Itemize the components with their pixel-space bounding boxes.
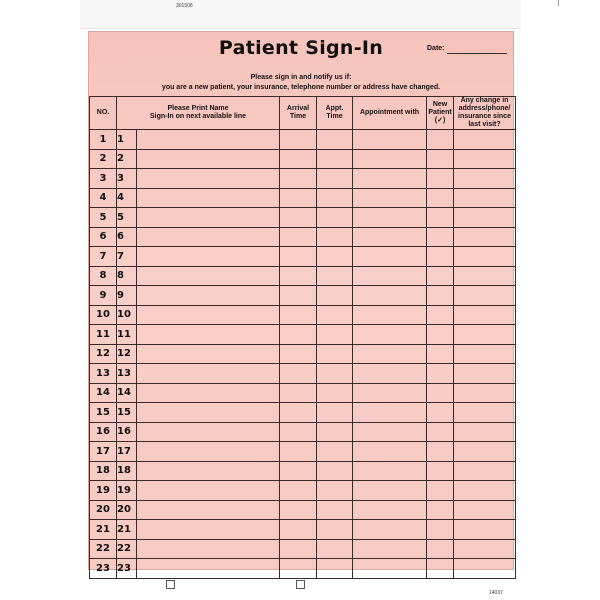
row-number: 22: [90, 539, 117, 559]
header-print-name: Please Print Name Sign-In on next available line: [117, 97, 280, 130]
notice-line-1: Please sign in and notify us if:: [250, 74, 352, 81]
header-arrival-time: Arrival Time: [280, 97, 317, 130]
appt-time-field[interactable]: [317, 422, 353, 442]
date-label: Date:: [427, 45, 445, 52]
row-number: 6: [90, 227, 117, 247]
arrival-time-field[interactable]: [280, 403, 317, 423]
appointment-with-field[interactable]: [353, 383, 427, 403]
appt-time-field[interactable]: [317, 149, 353, 169]
appointment-with-field[interactable]: [353, 169, 427, 189]
new-patient-check[interactable]: [427, 247, 454, 267]
appointment-with-field[interactable]: [353, 208, 427, 228]
footer-code: 14037: [489, 590, 503, 596]
name-field[interactable]: [137, 539, 280, 559]
appointment-with-field[interactable]: [353, 539, 427, 559]
row-number: 5: [90, 208, 117, 228]
arrival-time-field[interactable]: [280, 149, 317, 169]
row-line-number: 18: [117, 461, 137, 481]
appointment-with-field[interactable]: [353, 247, 427, 267]
appointment-with-field[interactable]: [353, 149, 427, 169]
table-row: [90, 169, 516, 189]
appointment-with-field[interactable]: [353, 403, 427, 423]
header-new-patient: New Patient (✓): [427, 97, 454, 130]
name-field[interactable]: [137, 208, 280, 228]
any-change-field[interactable]: [454, 169, 516, 189]
name-field[interactable]: [137, 130, 280, 150]
table-row: [90, 286, 516, 306]
notice: [89, 73, 513, 93]
any-change-field[interactable]: [454, 344, 516, 364]
new-patient-check[interactable]: [427, 286, 454, 306]
date-field-line[interactable]: [447, 53, 507, 54]
appointment-with-field[interactable]: [353, 461, 427, 481]
row-number: 16: [90, 422, 117, 442]
row-line-number: 13: [117, 364, 137, 384]
row-line-number: 15: [117, 403, 137, 423]
any-change-field[interactable]: [454, 422, 516, 442]
arrival-time-field[interactable]: [280, 383, 317, 403]
top-strip: [80, 0, 521, 29]
appt-time-field[interactable]: [317, 500, 353, 520]
table-row: [90, 442, 516, 462]
page-title: Patient Sign-In: [218, 37, 384, 59]
appt-time-field[interactable]: [317, 403, 353, 423]
any-change-field[interactable]: [454, 227, 516, 247]
row-line-number: 12: [117, 344, 137, 364]
row-number: 20: [90, 500, 117, 520]
row-line-number: 11: [117, 325, 137, 345]
row-number: 19: [90, 481, 117, 501]
row-line-number: 16: [117, 422, 137, 442]
appointment-with-field[interactable]: [353, 227, 427, 247]
arrival-time-field[interactable]: [280, 422, 317, 442]
appt-time-field[interactable]: [317, 364, 353, 384]
row-number: 10: [90, 305, 117, 325]
appt-time-field[interactable]: [317, 520, 353, 540]
appt-time-field[interactable]: [317, 247, 353, 267]
appt-time-field[interactable]: [317, 266, 353, 286]
new-patient-check[interactable]: [427, 208, 454, 228]
arrival-time-field[interactable]: [280, 325, 317, 345]
arrival-time-field[interactable]: [280, 266, 317, 286]
appointment-with-field[interactable]: [353, 188, 427, 208]
appointment-with-field[interactable]: [353, 286, 427, 306]
appointment-with-field[interactable]: [353, 364, 427, 384]
table-row: [90, 520, 516, 540]
arrival-time-field[interactable]: [280, 481, 317, 501]
table-row: [90, 500, 516, 520]
appt-time-field[interactable]: [317, 461, 353, 481]
new-patient-check[interactable]: [427, 539, 454, 559]
appointment-with-field[interactable]: [353, 559, 427, 579]
appointment-with-field[interactable]: [353, 130, 427, 150]
sign-in-table: [89, 96, 516, 579]
row-number: 12: [90, 344, 117, 364]
table-row: [90, 130, 516, 150]
table-row: [90, 208, 516, 228]
any-change-field[interactable]: [454, 539, 516, 559]
sign-in-sheet: [88, 31, 514, 574]
name-field[interactable]: [137, 305, 280, 325]
name-field[interactable]: [137, 266, 280, 286]
arrival-time-field[interactable]: [280, 461, 317, 481]
arrival-time-field[interactable]: [280, 227, 317, 247]
appointment-with-field[interactable]: [353, 442, 427, 462]
table-row: [90, 422, 516, 442]
table-row: [90, 461, 516, 481]
name-field[interactable]: [137, 422, 280, 442]
row-number: 8: [90, 266, 117, 286]
row-line-number: 8: [117, 266, 137, 286]
appt-time-field[interactable]: [317, 227, 353, 247]
appt-time-field[interactable]: [317, 383, 353, 403]
name-field[interactable]: [137, 247, 280, 267]
table-row: [90, 325, 516, 345]
row-line-number: 19: [117, 481, 137, 501]
row-line-number: 20: [117, 500, 137, 520]
table-row: [90, 188, 516, 208]
arrival-time-field[interactable]: [280, 344, 317, 364]
name-field[interactable]: [137, 364, 280, 384]
new-patient-check[interactable]: [427, 520, 454, 540]
any-change-field[interactable]: [454, 149, 516, 169]
header-any-change: Any change in address/phone/ insurance since last visit?: [454, 97, 516, 130]
row-line-number: 14: [117, 383, 137, 403]
appt-time-field[interactable]: [317, 325, 353, 345]
table-row: [90, 247, 516, 267]
appt-time-field[interactable]: [317, 344, 353, 364]
arrival-time-field[interactable]: [280, 208, 317, 228]
new-patient-check[interactable]: [427, 500, 454, 520]
row-number: 18: [90, 461, 117, 481]
name-field[interactable]: [137, 442, 280, 462]
any-change-field[interactable]: [454, 383, 516, 403]
name-field[interactable]: [137, 344, 280, 364]
arrival-time-field[interactable]: [280, 500, 317, 520]
any-change-field[interactable]: [454, 481, 516, 501]
header-appointment-with: Appointment with: [353, 97, 427, 130]
appointment-with-field[interactable]: [353, 344, 427, 364]
new-patient-check[interactable]: [427, 130, 454, 150]
arrival-time-field[interactable]: [280, 520, 317, 540]
new-patient-check[interactable]: [427, 422, 454, 442]
table-row: [90, 266, 516, 286]
row-line-number: 2: [117, 149, 137, 169]
any-change-field[interactable]: [454, 188, 516, 208]
any-change-field[interactable]: [454, 364, 516, 384]
appt-time-field[interactable]: [317, 169, 353, 189]
any-change-field[interactable]: [454, 559, 516, 579]
any-change-field[interactable]: [454, 130, 516, 150]
any-change-field[interactable]: [454, 461, 516, 481]
row-line-number: 23: [117, 559, 137, 579]
row-number: 7: [90, 247, 117, 267]
new-patient-check[interactable]: [427, 442, 454, 462]
row-line-number: 4: [117, 188, 137, 208]
appointment-with-field[interactable]: [353, 422, 427, 442]
appt-time-field[interactable]: [317, 286, 353, 306]
any-change-field[interactable]: [454, 286, 516, 306]
arrival-time-field[interactable]: [280, 305, 317, 325]
new-patient-check[interactable]: [427, 169, 454, 189]
arrival-time-field[interactable]: [280, 169, 317, 189]
table-row: [90, 344, 516, 364]
name-field[interactable]: [137, 149, 280, 169]
header-row: [90, 97, 516, 130]
new-patient-check[interactable]: [427, 188, 454, 208]
new-patient-check[interactable]: [427, 266, 454, 286]
appointment-with-field[interactable]: [353, 500, 427, 520]
appt-time-field[interactable]: [317, 188, 353, 208]
any-change-field[interactable]: [454, 520, 516, 540]
any-change-field[interactable]: [454, 208, 516, 228]
name-field[interactable]: [137, 500, 280, 520]
any-change-field[interactable]: [454, 247, 516, 267]
arrival-time-field[interactable]: [280, 247, 317, 267]
arrival-time-field[interactable]: [280, 364, 317, 384]
arrival-time-field[interactable]: [280, 539, 317, 559]
any-change-field[interactable]: [454, 305, 516, 325]
name-field[interactable]: [137, 403, 280, 423]
row-number: 11: [90, 325, 117, 345]
new-patient-check[interactable]: [427, 403, 454, 423]
table-row: [90, 403, 516, 423]
table-row: [90, 383, 516, 403]
name-field[interactable]: [137, 461, 280, 481]
appt-time-field[interactable]: [317, 481, 353, 501]
row-number: 15: [90, 403, 117, 423]
appt-time-field[interactable]: [317, 208, 353, 228]
appt-time-field[interactable]: [317, 130, 353, 150]
appointment-with-field[interactable]: [353, 325, 427, 345]
header-no: NO.: [90, 97, 117, 130]
new-patient-check[interactable]: [427, 305, 454, 325]
arrival-time-field[interactable]: [280, 188, 317, 208]
form-code: 301508: [176, 3, 193, 9]
arrival-time-field[interactable]: [280, 130, 317, 150]
any-change-field[interactable]: [454, 403, 516, 423]
new-patient-check[interactable]: [427, 461, 454, 481]
row-line-number: 7: [117, 247, 137, 267]
row-number: 13: [90, 364, 117, 384]
row-line-number: 17: [117, 442, 137, 462]
name-field[interactable]: [137, 383, 280, 403]
appointment-with-field[interactable]: [353, 305, 427, 325]
new-patient-check[interactable]: [427, 149, 454, 169]
name-field[interactable]: [137, 559, 280, 579]
new-patient-check[interactable]: [427, 383, 454, 403]
name-field[interactable]: [137, 325, 280, 345]
table-body: [90, 130, 516, 579]
any-change-field[interactable]: [454, 500, 516, 520]
row-number: 14: [90, 383, 117, 403]
row-number: 23: [90, 559, 117, 579]
new-patient-check[interactable]: [427, 227, 454, 247]
appt-time-field[interactable]: [317, 559, 353, 579]
arrival-time-field[interactable]: [280, 286, 317, 306]
any-change-field[interactable]: [454, 266, 516, 286]
table-row: [90, 364, 516, 384]
table-row: [90, 149, 516, 169]
name-field[interactable]: [137, 188, 280, 208]
table-row: [90, 539, 516, 559]
corner-tick: [558, 0, 559, 6]
name-field[interactable]: [137, 227, 280, 247]
row-line-number: 5: [117, 208, 137, 228]
header-appt-time: Appt. Time: [317, 97, 353, 130]
row-number: 4: [90, 188, 117, 208]
table-row: [90, 481, 516, 501]
row-line-number: 22: [117, 539, 137, 559]
arrival-time-field[interactable]: [280, 559, 317, 579]
name-field[interactable]: [137, 520, 280, 540]
row-number: 17: [90, 442, 117, 462]
appt-time-field[interactable]: [317, 539, 353, 559]
row-number: 3: [90, 169, 117, 189]
new-patient-check[interactable]: [427, 481, 454, 501]
arrival-time-field[interactable]: [280, 442, 317, 462]
row-number: 9: [90, 286, 117, 306]
appointment-with-field[interactable]: [353, 481, 427, 501]
appt-time-field[interactable]: [317, 442, 353, 462]
row-line-number: 21: [117, 520, 137, 540]
appt-time-field[interactable]: [317, 305, 353, 325]
row-line-number: 6: [117, 227, 137, 247]
row-number: 2: [90, 149, 117, 169]
any-change-field[interactable]: [454, 325, 516, 345]
row-number: 21: [90, 520, 117, 540]
row-line-number: 10: [117, 305, 137, 325]
row-line-number: 1: [117, 130, 137, 150]
table-row: [90, 305, 516, 325]
new-patient-check[interactable]: [427, 344, 454, 364]
row-number: 1: [90, 130, 117, 150]
checkbox-right[interactable]: [296, 580, 305, 589]
row-line-number: 3: [117, 169, 137, 189]
row-line-number: 9: [117, 286, 137, 306]
appointment-with-field[interactable]: [353, 520, 427, 540]
table-row: [90, 227, 516, 247]
name-field[interactable]: [137, 286, 280, 306]
checkbox-left[interactable]: [166, 580, 175, 589]
new-patient-check[interactable]: [427, 325, 454, 345]
name-field[interactable]: [137, 481, 280, 501]
new-patient-check[interactable]: [427, 364, 454, 384]
name-field[interactable]: [137, 169, 280, 189]
appointment-with-field[interactable]: [353, 266, 427, 286]
table-row: [90, 559, 516, 579]
any-change-field[interactable]: [454, 442, 516, 462]
new-patient-check[interactable]: [427, 559, 454, 579]
notice-line-2: you are a new patient, your insurance, telephone number or address have changed.: [161, 84, 441, 91]
